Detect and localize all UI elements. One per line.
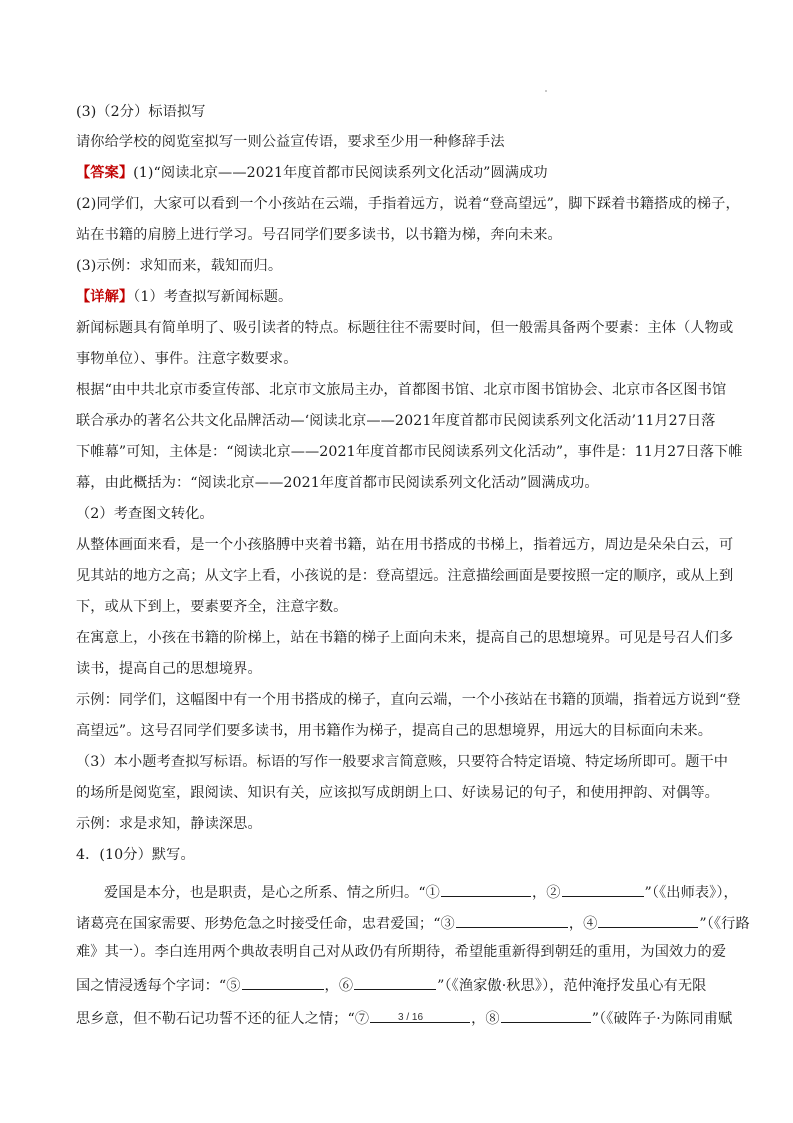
para-3b: 见其站的地方之高；从文字上看，小孩说的是：登高望远。注意描绘画面是要按照一定的顺序，或从上到	[76, 568, 734, 584]
q3-header: (3)（2分）标语拟写	[76, 104, 206, 120]
detail-1: （1）考查拟写新闻标题。	[133, 289, 293, 305]
blank-3[interactable]	[456, 911, 568, 928]
answer-line-1	[76, 163, 726, 183]
para-3a: 从整体画面来看，是一个小孩胳膊中夹着书籍，站在用书搭成的书梯上，指着远方，周边是朵朵白云，可	[76, 537, 734, 553]
para-4a: 在寓意上，小孩在书籍的阶梯上，站在书籍的梯子上面向未来，提高自己的思想境界。可见是号召人们多	[76, 630, 734, 646]
blank-6[interactable]	[354, 973, 436, 990]
para-4b: 读书，提高自己的思想境界。	[76, 661, 262, 677]
q4-header: 4．(10分）默写。	[76, 847, 195, 863]
para-2a: 根据“由中共北京市委宣传部、北京市文旅局主办，首都图书馆、北京市图书馆协会、北京市各区图书馆	[76, 382, 727, 398]
para-5b: 高望远”。这号召同学们要多读书，用书籍作为梯子，提高自己的思想境界，用远大的目标面向未来。	[76, 723, 713, 739]
para-1b: 事物单位）、事件。注意字数要求。	[76, 351, 298, 367]
para-6c: 示例：求是求知，静读深思。	[76, 816, 262, 832]
answer-1: (1)“阅读北京——2021年度首都市民阅读系列文化活动”圆满成功	[133, 165, 548, 181]
q3-prompt: 请你给学校的阅览室拟写一则公益宣传语，要求至少用一种修辞手法	[76, 134, 505, 150]
para-6b: 的场所是阅览室，跟阅读、知识有关，应该拟写成朗朗上口、好读易记的句子，和使用押韵、对偶等。	[76, 785, 719, 801]
para-1a: 新闻标题具有简单明了、吸引读者的特点。标题往往不需要时间，但一般需具备两个要素：主体（人物或	[76, 320, 734, 336]
blank-5[interactable]	[242, 973, 324, 990]
q4-line-1: 爱国是本分，也是职责，是心之所系、情之所归。“① ，② ”（《出师表》），	[104, 880, 726, 903]
scan-dot	[545, 90, 547, 92]
q4-line-2: 诸葛亮在国家需要、形势危急之时接受任命，忠君爱国；“③ ，④ ”（《行路	[76, 911, 726, 934]
detail-2: （2）考查图文转化。	[76, 506, 214, 522]
answer-tag: 【答案】	[76, 165, 134, 181]
para-2c: 下帷幕”可知，主体是：“阅读北京——2021年度首都市民阅读系列文化活动”，事件是：11月27日落下帷	[76, 444, 743, 460]
answer-2b: 站在书籍的肩膀上进行学习。号召同学们要多读书，以书籍为梯，奔向未来。	[76, 227, 562, 243]
page-number: 3 / 16	[398, 1012, 424, 1023]
blank-4[interactable]	[598, 911, 698, 928]
para-3c: 下，或从下到上，要素要齐全，注意字数。	[76, 599, 348, 615]
answer-2a: (2)同学们，大家可以看到一个小孩站在云端，手指着远方，说着“登高望远”，脚下踩着书籍搭成的梯子，	[76, 196, 740, 212]
q4-line-3: 难》其一）。李白连用两个典故表明自己对从政仍有所期待，希望能重新得到朝廷的重用，为国效力的爱	[76, 944, 727, 960]
blank-2[interactable]	[562, 880, 644, 897]
para-2b: 联合承办的著名公共文化品牌活动—‘阅读北京——2021年度首都市民阅读系列文化活动’11月27日落	[76, 413, 716, 429]
para-6a: （3）本小题考查拟写标语。标语的写作一般要求言简意赅，只要符合特定语境、特定场所即可。题干中	[76, 754, 729, 770]
blank-8[interactable]	[501, 1006, 591, 1023]
answer-3: (3)示例：求知而来，载知而归。	[76, 258, 283, 274]
detail-line-1	[76, 287, 726, 307]
para-2d: 幕，由此概括为：“阅读北京——2021年度首都市民阅读系列文化活动”圆满成功。	[76, 475, 599, 491]
q4-line-5: 思乡意，但不勒石记功誓不还的征人之情；“⑦ ，⑧ ”（《破阵子·为陈同甫赋	[76, 1006, 726, 1029]
blank-1[interactable]	[441, 880, 531, 897]
detail-tag: 【详解】	[76, 289, 134, 305]
q4-line-4: 国之情浸透每个字词：“⑤ ，⑥ ”（《渔家傲·秋思》），范仲淹抒发虽心有无限	[76, 973, 726, 996]
para-5a: 示例：同学们，这幅图中有一个用书搭成的梯子，直向云端，一个小孩站在书籍的顶端，指着远方说到“登	[76, 692, 741, 708]
